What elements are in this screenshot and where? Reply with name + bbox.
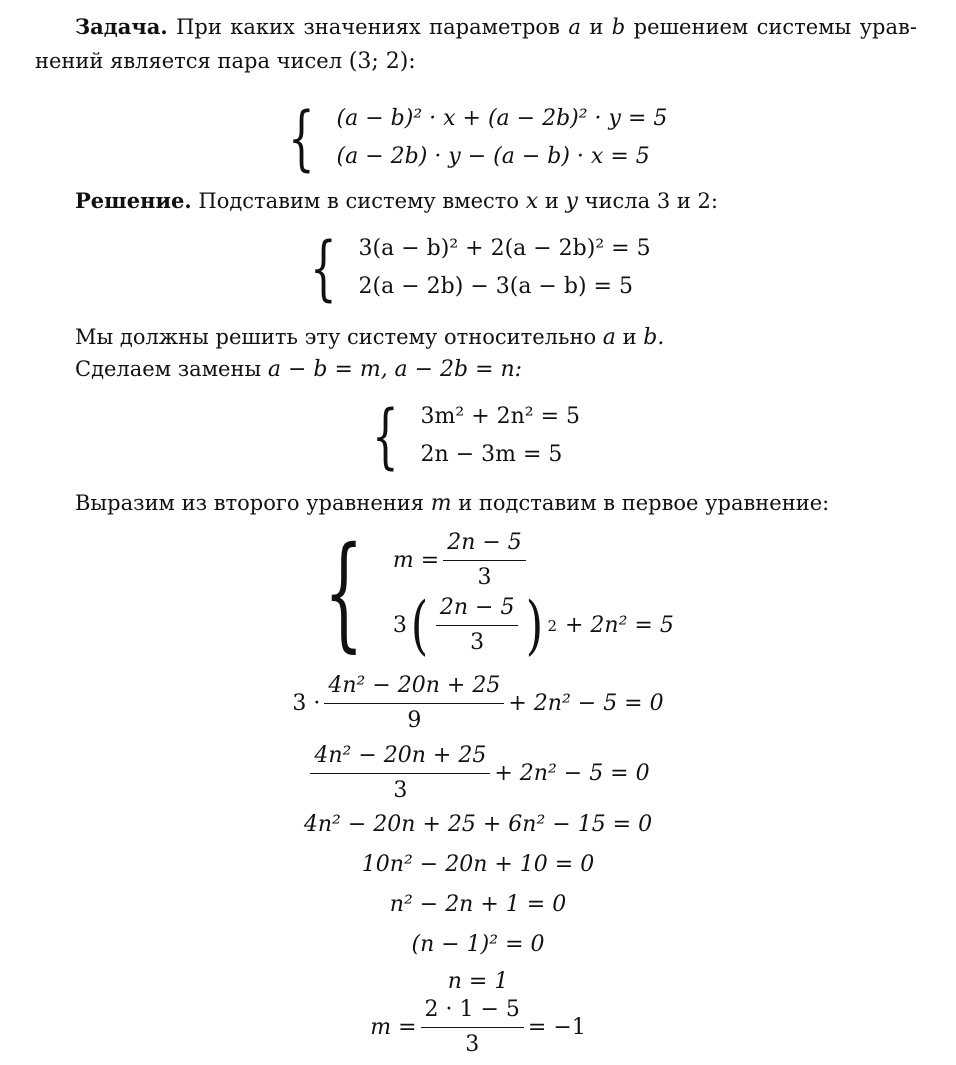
task-text-end: решением системы урав- bbox=[633, 15, 917, 39]
step-7-text: n = 1 bbox=[447, 968, 509, 994]
solution-rest: числа 3 и 2: bbox=[584, 189, 718, 213]
substitution-2: a − 2b = n: bbox=[394, 357, 523, 382]
fraction bbox=[310, 741, 490, 806]
step-3-text: 4n² − 20n + 25 + 6n² − 15 = 0 bbox=[303, 811, 653, 837]
fraction bbox=[436, 593, 519, 658]
fraction-numerator: 2 · 1 − 5 bbox=[421, 995, 524, 1028]
para-3-text-end: и подставим в первое уравнение: bbox=[458, 491, 830, 515]
task-text-2: нений является пара чисел bbox=[35, 49, 343, 73]
var-y: y bbox=[565, 189, 578, 214]
param-b: b bbox=[611, 15, 626, 39]
step-2 bbox=[0, 738, 956, 808]
system-1-eq-1: (a − b)² · x + (a − 2b)² · y = 5 bbox=[336, 106, 668, 131]
step-7 bbox=[0, 966, 956, 996]
task-text: При каких значениях параметров bbox=[176, 15, 560, 39]
para-1 bbox=[75, 322, 664, 353]
task-line-2 bbox=[35, 46, 416, 77]
para-1-text: Мы должны решить эту систему относительно bbox=[75, 325, 597, 349]
var-m: m bbox=[430, 491, 452, 516]
system-4 bbox=[324, 521, 674, 665]
right-paren: ) bbox=[526, 588, 544, 663]
number-pair: (3; 2): bbox=[348, 49, 416, 74]
step-6 bbox=[0, 926, 956, 962]
system-brace: { bbox=[288, 97, 315, 179]
system-4-eq-2-end: + 2n² = 5 bbox=[564, 612, 674, 638]
para-2-text: Сделаем замены bbox=[75, 357, 262, 381]
step-8 bbox=[0, 994, 956, 1060]
step-4 bbox=[0, 846, 956, 882]
fraction-denominator: 3 bbox=[470, 630, 485, 655]
fraction bbox=[324, 671, 504, 736]
system-brace: { bbox=[372, 395, 399, 477]
system-4-eq-2: 3 ( $\frac{2n - 5}{3}$ ) 2 + 2n² = 5 bbox=[392, 588, 674, 663]
solution-and: и bbox=[544, 189, 559, 213]
fraction-numerator: 4n² − 20n + 25 bbox=[324, 671, 504, 704]
fraction-numerator: 2n − 5 bbox=[436, 593, 519, 626]
step-2-right: + 2n² − 5 = 0 bbox=[494, 760, 650, 786]
para-3-text-start: Выразим из второго уравнения bbox=[75, 491, 424, 515]
system-1-eq-2: (a − 2b) · y − (a − b) · x = 5 bbox=[336, 144, 650, 169]
system-3-eq-1: 3m² + 2n² = 5 bbox=[420, 404, 581, 429]
left-paren: ( bbox=[410, 588, 429, 663]
system-brace: { bbox=[310, 227, 337, 309]
fraction-denominator: 3 bbox=[477, 565, 492, 590]
step-8-left: m = bbox=[370, 1014, 417, 1040]
system-3-eq-2: 2n − 3m = 5 bbox=[420, 442, 563, 467]
solution-text: Подставим в систему вместо bbox=[198, 189, 520, 213]
task-line-1 bbox=[75, 12, 917, 42]
fraction-denominator: 9 bbox=[407, 707, 422, 733]
fraction-denominator: 3 bbox=[393, 777, 408, 803]
system-1 bbox=[288, 97, 668, 179]
fraction bbox=[443, 528, 526, 593]
fraction-denominator: 3 bbox=[465, 1031, 480, 1057]
fraction bbox=[421, 995, 524, 1060]
task-label: Задача. bbox=[75, 14, 168, 39]
solution-label: Решение. bbox=[75, 188, 192, 213]
system-2-eq-1: 3(a − b)² + 2(a − 2b)² = 5 bbox=[358, 236, 651, 261]
var-x: x bbox=[525, 189, 539, 214]
step-1-left: 3 · bbox=[292, 690, 321, 716]
step-4-text: 10n² − 20n + 10 = 0 bbox=[361, 851, 595, 877]
system-2 bbox=[310, 227, 651, 309]
system-3 bbox=[372, 395, 581, 477]
step-6-text: (n − 1)² = 0 bbox=[411, 931, 545, 957]
fraction-numerator: 4n² − 20n + 25 bbox=[310, 741, 490, 774]
step-5 bbox=[0, 886, 956, 922]
var-a: a bbox=[602, 325, 616, 350]
m-equals: m = bbox=[392, 547, 440, 573]
fraction-numerator: 2n − 5 bbox=[443, 528, 526, 561]
para-3 bbox=[75, 488, 829, 519]
step-5-text: n² − 2n + 1 = 0 bbox=[389, 891, 567, 917]
system-4-eq-1 bbox=[393, 528, 674, 593]
param-a: a bbox=[568, 15, 581, 39]
system-2-eq-2: 2(a − 2b) − 3(a − b) = 5 bbox=[358, 274, 633, 299]
para-1-and: и bbox=[622, 325, 637, 349]
coefficient: 3 bbox=[392, 612, 407, 638]
para-2 bbox=[75, 354, 522, 385]
step-3 bbox=[0, 806, 956, 842]
step-1-right: + 2n² − 5 = 0 bbox=[508, 690, 664, 716]
substitution-1: a − b = m, bbox=[267, 357, 388, 382]
solution-line bbox=[75, 186, 718, 217]
step-1 bbox=[0, 668, 956, 738]
system-brace: { bbox=[324, 521, 364, 665]
var-b: b. bbox=[643, 325, 665, 350]
step-8-right: = −1 bbox=[527, 1014, 586, 1040]
task-and: и bbox=[589, 15, 604, 39]
